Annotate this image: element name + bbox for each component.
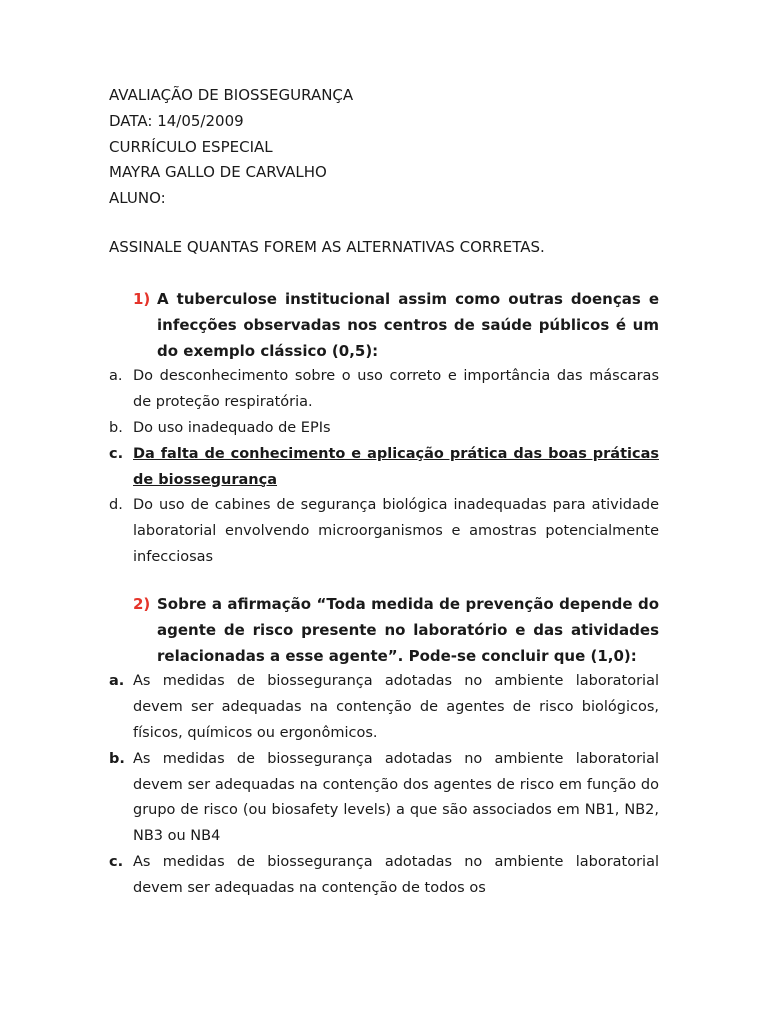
option-text: As medidas de biossegurança adotadas no ambiente laboratorial devem ser adequadas na contenção de agentes de risco biológicos, físicos, químicos ou ergonômicos. — [133, 673, 659, 741]
option-letter: c. — [109, 445, 124, 462]
option-text: As medidas de biossegurança adotadas no ambiente laboratorial devem ser adequadas na contenção de todos os — [133, 853, 659, 896]
option-c — [109, 850, 659, 902]
option-letter: b. — [109, 750, 125, 767]
question-1 — [109, 287, 659, 571]
question-number: 2) — [133, 595, 151, 613]
option-text: Do uso inadequado de EPIs — [133, 419, 331, 436]
option-letter: c. — [109, 853, 124, 870]
instruction-text: ASSINALE QUANTAS FOREM AS ALTERNATIVAS CORRETAS. — [109, 238, 545, 256]
option-a — [109, 364, 659, 416]
question-2 — [109, 592, 659, 902]
options-list — [109, 669, 659, 901]
curriculum-label: CURRÍCULO ESPECIAL — [109, 137, 273, 156]
question-text: A tuberculose institucional assim como outras doenças e infecções observadas nos centros de saúde públicos é um do exemplo clássico (0,5): — [157, 290, 659, 360]
option-letter: a. — [109, 673, 125, 690]
option-text: Do uso de cabines de segurança biológica inadequadas para atividade laboratorial envolvendo microorganismos e amostras potencialmente infecciosas — [133, 497, 659, 565]
student-label: ALUNO: — [109, 189, 166, 208]
question-number: 1) — [133, 290, 151, 308]
option-text-marked: Da falta de conhecimento e aplicação prática das boas práticas de biossegurança — [133, 445, 659, 488]
option-letter: d. — [109, 497, 123, 514]
option-d — [109, 493, 659, 570]
exam-date: DATA: 14/05/2009 — [109, 111, 244, 130]
option-a — [109, 669, 659, 746]
teacher-name: MAYRA GALLO DE CARVALHO — [109, 163, 327, 182]
question-text: Sobre a afirmação “Toda medida de prevenção depende do agente de risco presente no laboratório e das atividades relacionadas a esse agente”. Pode-se concluir que (1,0): — [157, 595, 659, 665]
exam-title: AVALIAÇÃO DE BIOSSEGURANÇA — [109, 86, 354, 104]
options-list — [109, 364, 659, 570]
option-b — [109, 747, 659, 850]
option-letter: b. — [109, 419, 123, 436]
option-b — [109, 416, 659, 442]
option-c — [109, 442, 659, 494]
option-text: Do desconhecimento sobre o uso correto e importância das máscaras de proteção respiratória. — [133, 368, 659, 411]
document-header — [109, 83, 669, 212]
option-letter: a. — [109, 368, 123, 385]
option-text: As medidas de biossegurança adotadas no ambiente laboratorial devem ser adequadas na contenção dos agentes de risco em função do grupo de risco (ou biosafety levels) a que são associados em NB1, NB2, NB3 ou NB4 — [133, 750, 659, 845]
